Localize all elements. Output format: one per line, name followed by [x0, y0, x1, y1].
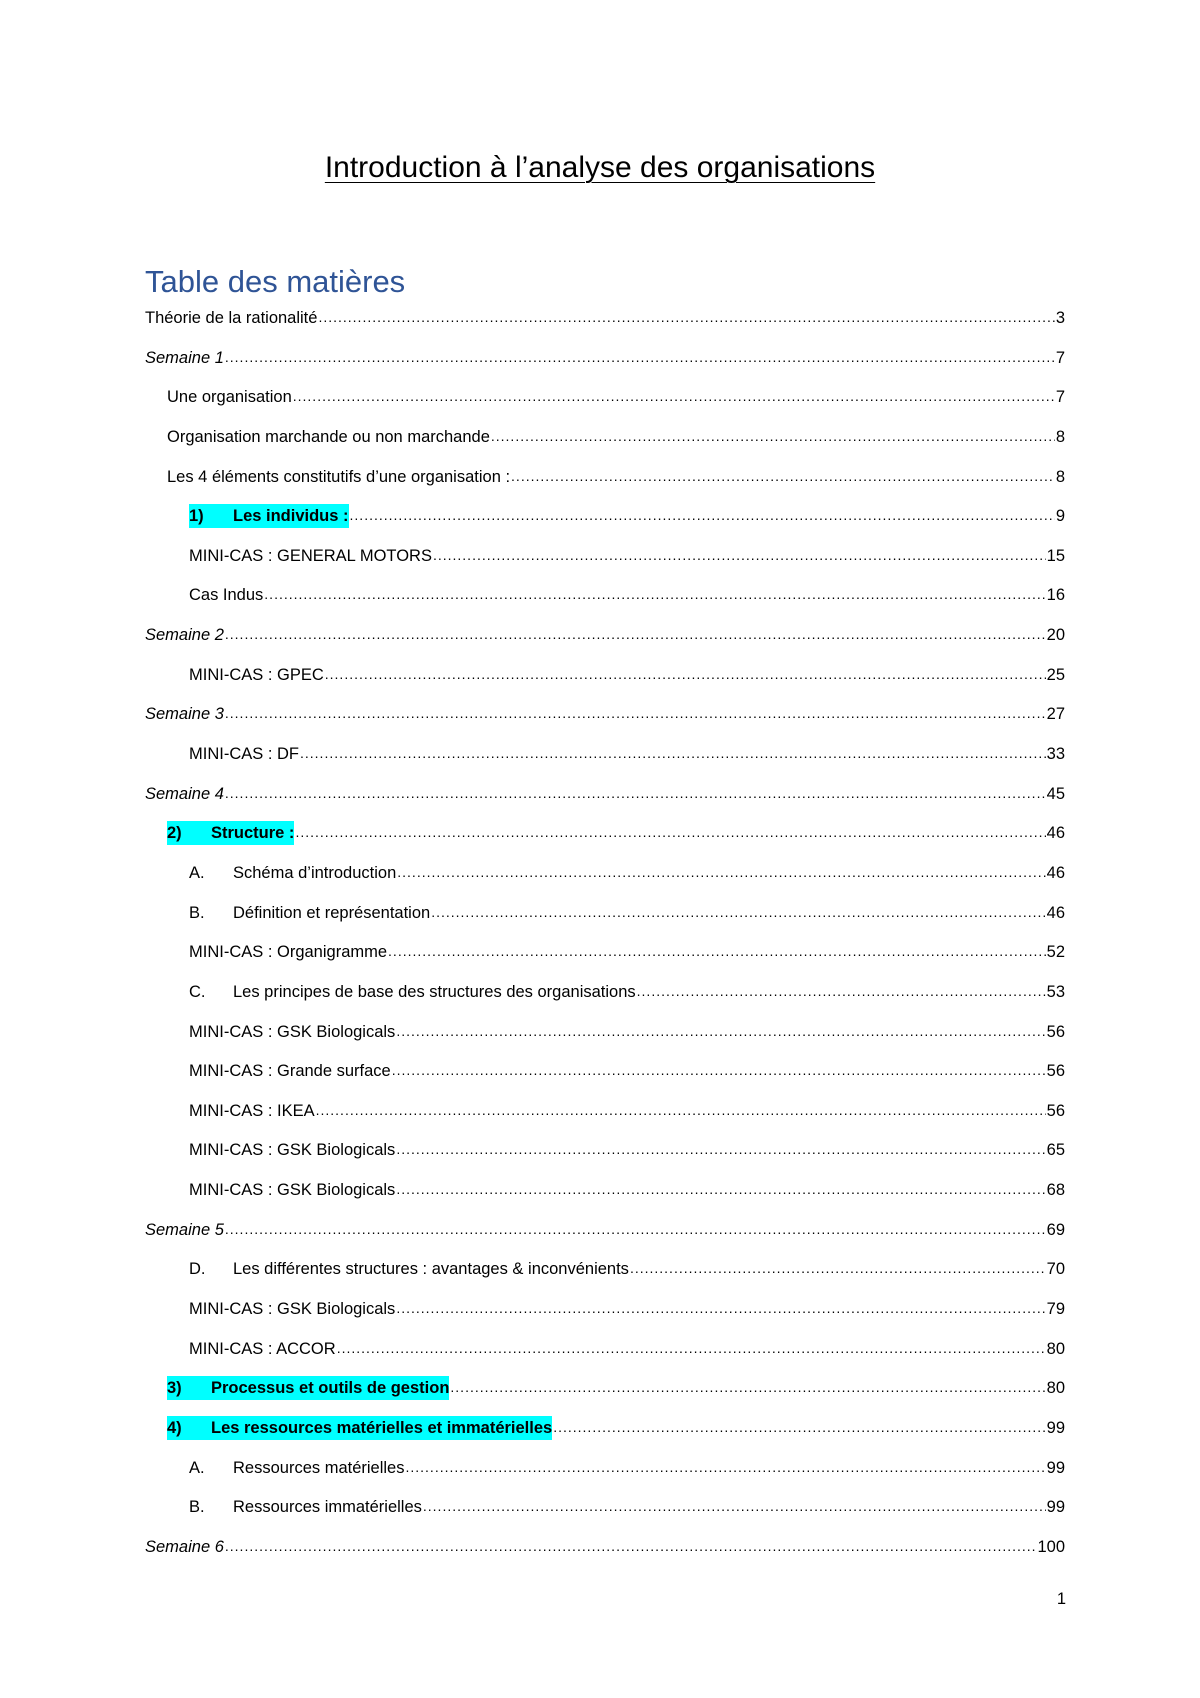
toc-entry[interactable] [145, 1178, 1065, 1218]
toc-entry[interactable] [145, 901, 1065, 941]
toc-entry[interactable] [145, 504, 1065, 544]
toc-entry-label: Organisation marchande ou non marchande [167, 427, 490, 446]
toc-entry-page: 56 [1046, 1101, 1065, 1120]
toc-entry-label: MINI-CAS : IKEA [189, 1101, 315, 1120]
toc-entry-page: 99 [1046, 1498, 1065, 1517]
toc-entry-label: Ressources immatérielles [233, 1498, 422, 1517]
toc-entry[interactable] [145, 1337, 1065, 1377]
toc-entry-page: 20 [1046, 626, 1065, 645]
toc-entry-page: 15 [1046, 546, 1065, 565]
toc-dot-leader [396, 1019, 1045, 1043]
toc-entry[interactable] [145, 385, 1065, 425]
toc-entry-page: 16 [1046, 586, 1065, 605]
toc-dot-leader [225, 781, 1046, 805]
toc-entry[interactable] [145, 306, 1065, 346]
toc-entry-page: 8 [1055, 427, 1065, 446]
toc-entry-page: 46 [1046, 863, 1065, 882]
toc-entry-page: 52 [1046, 943, 1065, 962]
toc-dot-leader [423, 1494, 1046, 1518]
toc-entry-label: Les différentes structures : avantages & inconvénients [233, 1260, 629, 1279]
toc-entry-label: Semaine 6 [145, 1537, 224, 1556]
toc-dot-leader [225, 701, 1046, 725]
toc-entry-label: Semaine 3 [145, 705, 224, 724]
toc-dot-leader [337, 1336, 1046, 1360]
toc-entry-number: D. [189, 1260, 206, 1279]
toc-dot-leader [293, 384, 1055, 408]
toc-entry-page: 9 [1055, 507, 1065, 526]
toc-entry-label: MINI-CAS : GPEC [189, 665, 324, 684]
toc-entry[interactable] [145, 821, 1065, 861]
toc-entry-number: A. [189, 1458, 205, 1477]
toc-entry-page: 25 [1046, 665, 1065, 684]
toc-entry[interactable] [145, 940, 1065, 980]
toc-entry-page: 56 [1046, 1022, 1065, 1041]
toc-entry[interactable] [145, 1138, 1065, 1178]
toc-entry[interactable] [145, 1456, 1065, 1496]
toc-entry-page: 80 [1046, 1379, 1065, 1398]
toc-entry-label: Les individus : [233, 504, 349, 528]
toc-entry-page: 46 [1046, 903, 1065, 922]
toc-entry-number: 3) [167, 1376, 211, 1400]
toc-entry[interactable] [145, 1099, 1065, 1139]
toc-entry-label: MINI-CAS : GSK Biologicals [189, 1181, 396, 1200]
toc-entry-label: MINI-CAS : ACCOR [189, 1339, 336, 1358]
toc-entry-page: 56 [1046, 1062, 1065, 1081]
toc-entry-number: B. [189, 903, 205, 922]
toc-entry-page: 3 [1055, 309, 1065, 327]
toc-entry-page: 69 [1046, 1220, 1065, 1239]
toc-entry-label: MINI-CAS : GSK Biologicals [189, 1300, 396, 1319]
toc-dot-leader [325, 662, 1046, 686]
table-of-contents [145, 306, 1065, 1575]
toc-entry[interactable] [145, 980, 1065, 1020]
toc-entry-page: 46 [1046, 824, 1065, 843]
toc-entry[interactable] [145, 1218, 1065, 1258]
toc-entry-label: Semaine 2 [145, 626, 224, 645]
toc-entry-page: 65 [1046, 1141, 1065, 1160]
toc-entry-label: MINI-CAS : GENERAL MOTORS [189, 546, 432, 565]
toc-entry-page: 68 [1046, 1181, 1065, 1200]
toc-entry-label: Semaine 1 [145, 348, 224, 367]
toc-entry-page: 7 [1055, 348, 1065, 367]
toc-entry-label: Une organisation [167, 388, 292, 407]
toc-entry-page: 8 [1055, 467, 1065, 486]
toc-dot-leader [318, 305, 1054, 329]
toc-entry[interactable] [145, 702, 1065, 742]
toc-entry-number: 1) [189, 504, 233, 528]
toc-entry-label: Schéma d’introduction [233, 863, 397, 882]
toc-entry-number: 2) [167, 821, 211, 845]
toc-dot-leader [433, 543, 1046, 567]
toc-entry-page: 79 [1046, 1300, 1065, 1319]
toc-entry-page: 53 [1046, 982, 1065, 1001]
toc-entry[interactable] [145, 663, 1065, 703]
toc-entry-label: Définition et représentation [233, 903, 431, 922]
toc-dot-leader [316, 1098, 1046, 1122]
toc-entry[interactable] [145, 1416, 1065, 1456]
toc-dot-leader [264, 582, 1045, 606]
toc-entry[interactable] [145, 782, 1065, 822]
toc-entry-number: 4) [167, 1416, 211, 1440]
toc-entry[interactable] [145, 623, 1065, 663]
toc-dot-leader [300, 741, 1046, 765]
toc-entry[interactable] [145, 583, 1065, 623]
toc-dot-leader [396, 1177, 1045, 1201]
toc-entry-label: Les principes de base des structures des organisations [233, 982, 636, 1001]
toc-entry-page: 45 [1046, 784, 1065, 803]
toc-entry-label: Théorie de la rationalité [145, 309, 318, 327]
toc-entry[interactable] [145, 425, 1065, 465]
toc-entry-label: Semaine 5 [145, 1220, 224, 1239]
toc-entry[interactable] [145, 1495, 1065, 1535]
toc-entry[interactable] [145, 346, 1065, 386]
toc-dot-leader [405, 1455, 1045, 1479]
toc-entry-label: Semaine 4 [145, 784, 224, 803]
toc-entry[interactable] [145, 1059, 1065, 1099]
toc-dot-leader [637, 979, 1046, 1003]
toc-dot-leader [225, 1217, 1046, 1241]
toc-entry[interactable] [145, 1535, 1065, 1575]
toc-entry-label: Structure : [211, 821, 294, 845]
toc-dot-leader [630, 1256, 1046, 1280]
toc-dot-leader [392, 1058, 1046, 1082]
toc-entry[interactable] [145, 861, 1065, 901]
toc-entry-label: MINI-CAS : GSK Biologicals [189, 1141, 396, 1160]
toc-dot-leader [450, 1375, 1045, 1399]
toc-entry[interactable] [145, 544, 1065, 584]
toc-dot-leader [397, 860, 1045, 884]
toc-dot-leader [388, 939, 1046, 963]
toc-entry[interactable] [145, 742, 1065, 782]
toc-entry-label: MINI-CAS : DF [189, 745, 299, 764]
toc-entry-number: A. [189, 863, 205, 882]
toc-entry[interactable] [145, 1020, 1065, 1060]
toc-dot-leader [225, 1534, 1037, 1558]
toc-entry-label: Processus et outils de gestion [211, 1376, 449, 1400]
toc-entry[interactable] [145, 1376, 1065, 1416]
toc-entry-page: 99 [1046, 1418, 1065, 1437]
toc-entry-page: 99 [1046, 1458, 1065, 1477]
toc-entry-label: Les ressources matérielles et immatérielles [211, 1416, 552, 1440]
toc-entry-page: 70 [1046, 1260, 1065, 1279]
toc-entry-number: C. [189, 982, 206, 1001]
document-title: Introduction à l’analyse des organisations [324, 151, 876, 184]
toc-dot-leader [396, 1296, 1045, 1320]
toc-entry-label: MINI-CAS : Grande surface [189, 1062, 391, 1081]
toc-dot-leader [511, 464, 1055, 488]
toc-entry-page: 33 [1046, 745, 1065, 764]
toc-entry-label: Les 4 éléments constitutifs d’une organisation : [167, 467, 511, 486]
toc-entry-label: MINI-CAS : GSK Biologicals [189, 1022, 396, 1041]
toc-heading: Table des matières [145, 264, 406, 299]
toc-entry[interactable] [145, 1257, 1065, 1297]
toc-dot-leader [491, 424, 1055, 448]
toc-dot-leader [350, 503, 1055, 527]
toc-entry-label: Ressources matérielles [233, 1458, 405, 1477]
toc-entry[interactable] [145, 1297, 1065, 1337]
toc-dot-leader [225, 345, 1055, 369]
toc-entry-page: 80 [1046, 1339, 1065, 1358]
toc-entry-page: 27 [1046, 705, 1065, 724]
toc-entry-page: 7 [1055, 388, 1065, 407]
toc-entry-number: B. [189, 1498, 205, 1517]
toc-dot-leader [431, 900, 1045, 924]
toc-dot-leader [295, 820, 1045, 844]
toc-dot-leader [553, 1415, 1045, 1439]
toc-entry-label: Cas Indus [189, 586, 264, 605]
toc-dot-leader [225, 622, 1046, 646]
toc-dot-leader [396, 1137, 1045, 1161]
toc-entry[interactable] [145, 465, 1065, 505]
toc-entry-label: MINI-CAS : Organigramme [189, 943, 388, 962]
toc-entry-page: 100 [1037, 1537, 1065, 1556]
page-number: 1 [1056, 1590, 1066, 1608]
